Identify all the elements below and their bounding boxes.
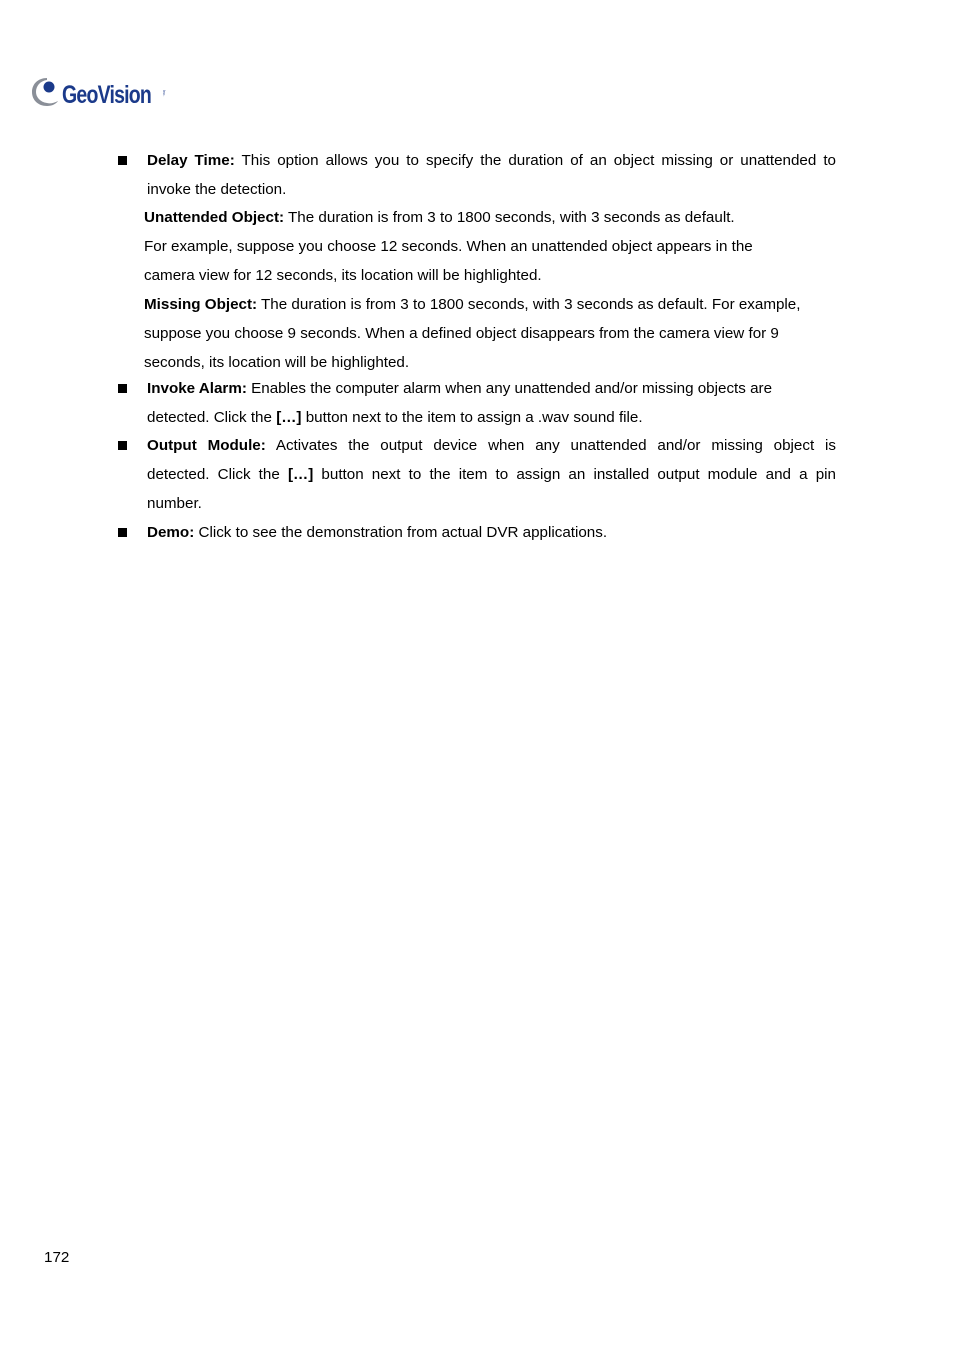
demo-label: Demo: <box>147 524 195 541</box>
missing-text: The duration is from 3 to 1800 seconds, with 3 seconds as default. For example, <box>261 296 801 313</box>
alarm-text: Enables the computer alarm when any unattended and/or missing objects are <box>251 380 773 397</box>
alarm-line2 <box>147 408 643 428</box>
output-line2 <box>147 465 836 485</box>
missing-line2: suppose you choose 9 seconds. When a defined object disappears from the camera view for 9 <box>144 325 779 342</box>
delay-time-label: Delay Time: <box>147 152 235 169</box>
geovision-logo <box>30 72 176 112</box>
demo-line1 <box>147 523 607 543</box>
bullet-output-module <box>118 441 127 450</box>
bullet-invoke-alarm <box>118 384 127 393</box>
output-label: Output Module: <box>147 437 266 454</box>
geovision-logo-icon <box>30 75 60 109</box>
unattended-line1 <box>144 208 735 228</box>
delay-time-text: This option allows you to specify the duration of an object missing or unattended to <box>241 152 836 169</box>
page-number: 172 <box>44 1249 70 1266</box>
output-browse-button-ref: […] <box>287 466 314 483</box>
delay-time-line1 <box>147 151 836 171</box>
bullet-demo <box>118 528 127 537</box>
output-text: Activates the output device when any unattended and/or missing object is <box>275 437 836 454</box>
alarm-browse-button-ref: […] <box>276 409 302 426</box>
unattended-line2: For example, suppose you choose 12 seconds. When an unattended object appears in the <box>144 238 753 255</box>
bullet-delay-time <box>118 156 127 165</box>
alarm-line2-post: button next to the item to assign a .wav sound file. <box>305 409 643 426</box>
alarm-line2-pre: detected. Click the <box>147 409 272 426</box>
unattended-line3: camera view for 12 seconds, its location will be highlighted. <box>144 267 542 284</box>
output-line3: number. <box>147 495 202 512</box>
delay-time-line2: invoke the detection. <box>147 181 287 198</box>
alarm-line1 <box>147 379 772 399</box>
missing-line3: seconds, its location will be highlighted. <box>144 354 410 371</box>
missing-line1 <box>144 295 800 315</box>
logo-wordmark: GeoVision <box>62 80 152 109</box>
unattended-label: Unattended Object: <box>144 209 285 226</box>
output-line2-pre: detected. Click the <box>147 466 280 483</box>
demo-text: Click to see the demonstration from actual DVR applications. <box>198 524 608 541</box>
alarm-label: Invoke Alarm: <box>147 380 247 397</box>
missing-label: Missing Object: <box>144 296 258 313</box>
logo-suffix: Inc. <box>162 90 167 97</box>
unattended-text: The duration is from 3 to 1800 seconds, with 3 seconds as default. <box>288 209 735 226</box>
output-line2-post: button next to the item to assign an installed output module and a pin <box>321 466 836 483</box>
output-line1 <box>147 436 836 456</box>
